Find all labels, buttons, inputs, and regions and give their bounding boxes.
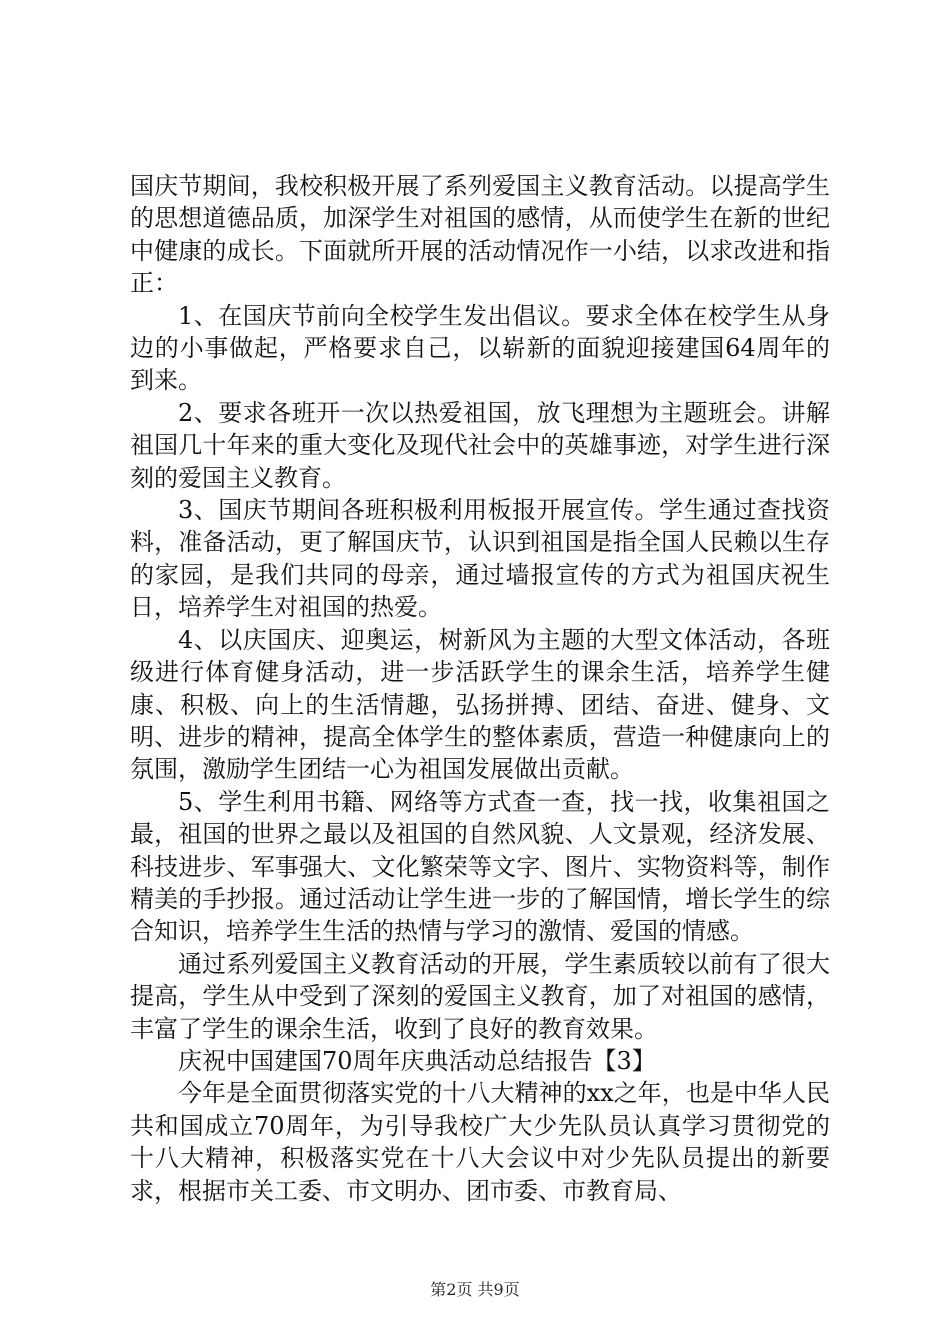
conclusion-paragraph: 通过系列爱国主义教育活动的开展，学生素质较以前有了很大提高，学生从中受到了深刻的爱国主义教育，加了对祖国的感情，丰富了学生的课余生活，收到了良好的教育效果。	[130, 949, 830, 1043]
section-3-paragraph: 今年是全面贯彻落实党的十八大精神的xx之年，也是中华人民共和国成立70周年，为引导我校广大少先队员认真学习贯彻党的十八大精神，积极落实党在十八大会议中对少先队员提出的新要求，根据市关工委、市文明办、团市委、市教育局、	[130, 1079, 830, 1205]
document-body	[130, 170, 830, 1207]
page-footer: 第2页 共9页	[430, 1280, 520, 1299]
intro-paragraph: 国庆节期间，我校积极开展了系列爱国主义教育活动。以提高学生的思想道德品质，加深学生对祖国的感情，从而使学生在新的世纪中健康的成长。下面就所开展的活动情况作一小结，以求改进和指正：	[130, 172, 830, 298]
item-1-paragraph: 1、在国庆节前向全校学生发出倡议。要求全体在校学生从身边的小事做起，严格要求自己，以崭新的面貌迎接建国64周年的到来。	[130, 301, 830, 395]
item-5-paragraph: 5、学生利用书籍、网络等方式查一查，找一找，收集祖国之最，祖国的世界之最以及祖国的自然风貌、人文景观，经济发展、科技进步、军事强大、文化繁荣等文字、图片、实物资料等，制作精美的手抄报。通过活动让学生进一步的了解国情，增长学生的综合知识，培养学生生活的热情与学习的激情、爱国的情感。	[130, 787, 830, 946]
section-heading: 庆祝中国建国70周年庆典活动总结报告【3】	[178, 1046, 656, 1075]
item-4-paragraph: 4、以庆国庆、迎奥运，树新风为主题的大型文体活动，各班级进行体育健身活动，进一步活跃学生的课余生活，培养学生健康、积极、向上的生活情趣，弘扬拼搏、团结、奋进、健身、文明、进步的精神，提高全体学生的整体素质，营造一种健康向上的氛围，激励学生团结一心为祖国发展做出贡献。	[130, 625, 830, 784]
item-2-paragraph: 2、要求各班开一次以热爱祖国，放飞理想为主题班会。讲解祖国几十年来的重大变化及现代社会中的英雄事迹，对学生进行深刻的爱国主义教育。	[130, 398, 830, 492]
item-3-paragraph: 3、国庆节期间各班积极利用板报开展宣传。学生通过查找资料，准备活动，更了解国庆节，认识到祖国是指全国人民赖以生存的家园，是我们共同的母亲，通过墙报宣传的方式为祖国庆祝生日，培养学生对祖国的热爱。	[130, 496, 830, 622]
